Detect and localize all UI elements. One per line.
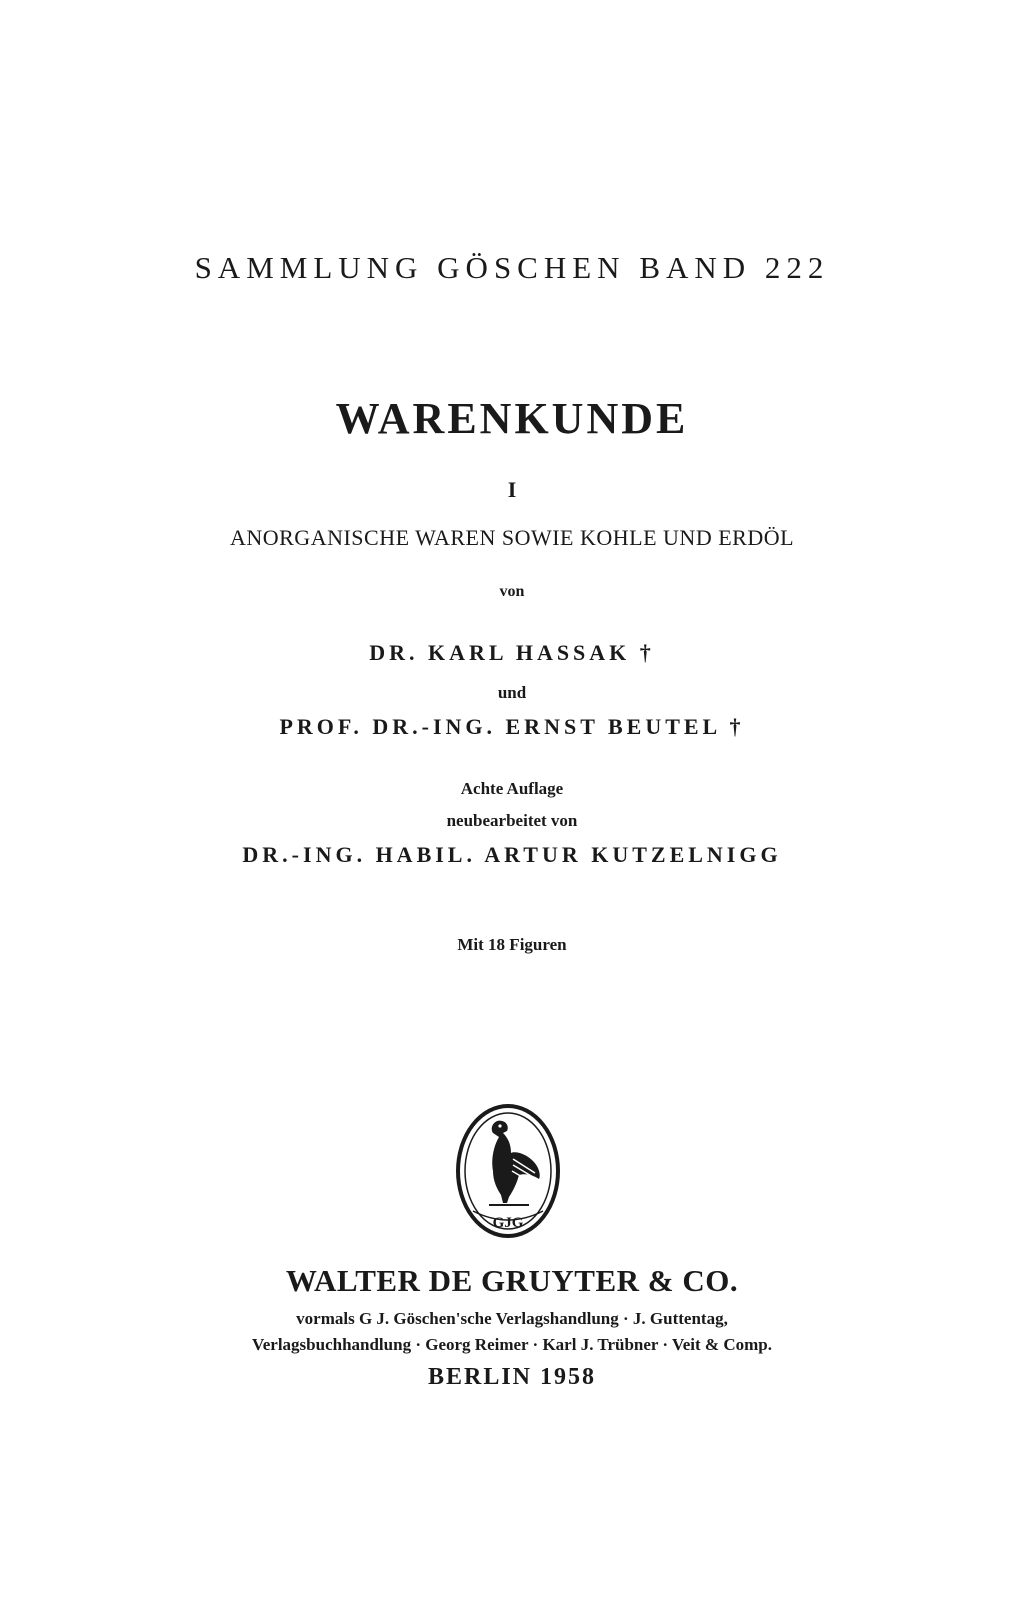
publisher-name: WALTER DE GRUYTER & CO. — [285, 1263, 739, 1298]
author-primary: DR. KARL HASSAK † — [369, 640, 655, 665]
volume-number: I — [507, 477, 517, 502]
revised-by-label: neubearbeitet von — [446, 811, 578, 830]
book-title: WARENKUNDE — [335, 394, 689, 443]
publication-place-year: BERLIN 1958 — [427, 1364, 597, 1390]
series-heading: SAMMLUNG GÖSCHEN BAND 222 — [194, 250, 830, 285]
book-subtitle: ANORGANISCHE WAREN SOWIE KOHLE UND ERDÖL — [229, 525, 795, 550]
publisher-formerly-line-1: vormals G J. Göschen'sche Verlagshandlung · J. Guttentag, — [296, 1309, 728, 1328]
editor-name: DR.-ING. HABIL. ARTUR KUTZELNIGG — [242, 842, 782, 867]
figures-note: Mit 18 Figuren — [457, 935, 567, 954]
eagle-emblem-icon — [455, 1103, 561, 1240]
publisher-formerly-line-2: Verlagsbuchhandlung · Georg Reimer · Karl J. Trübner · Veit & Comp. — [252, 1335, 772, 1354]
by-label: von — [499, 583, 525, 600]
edition-label: Achte Auflage — [460, 779, 564, 798]
logo-monogram: GJG — [492, 1215, 524, 1231]
and-label: und — [497, 683, 527, 702]
author-secondary: PROF. DR.-ING. ERNST BEUTEL † — [279, 714, 745, 739]
